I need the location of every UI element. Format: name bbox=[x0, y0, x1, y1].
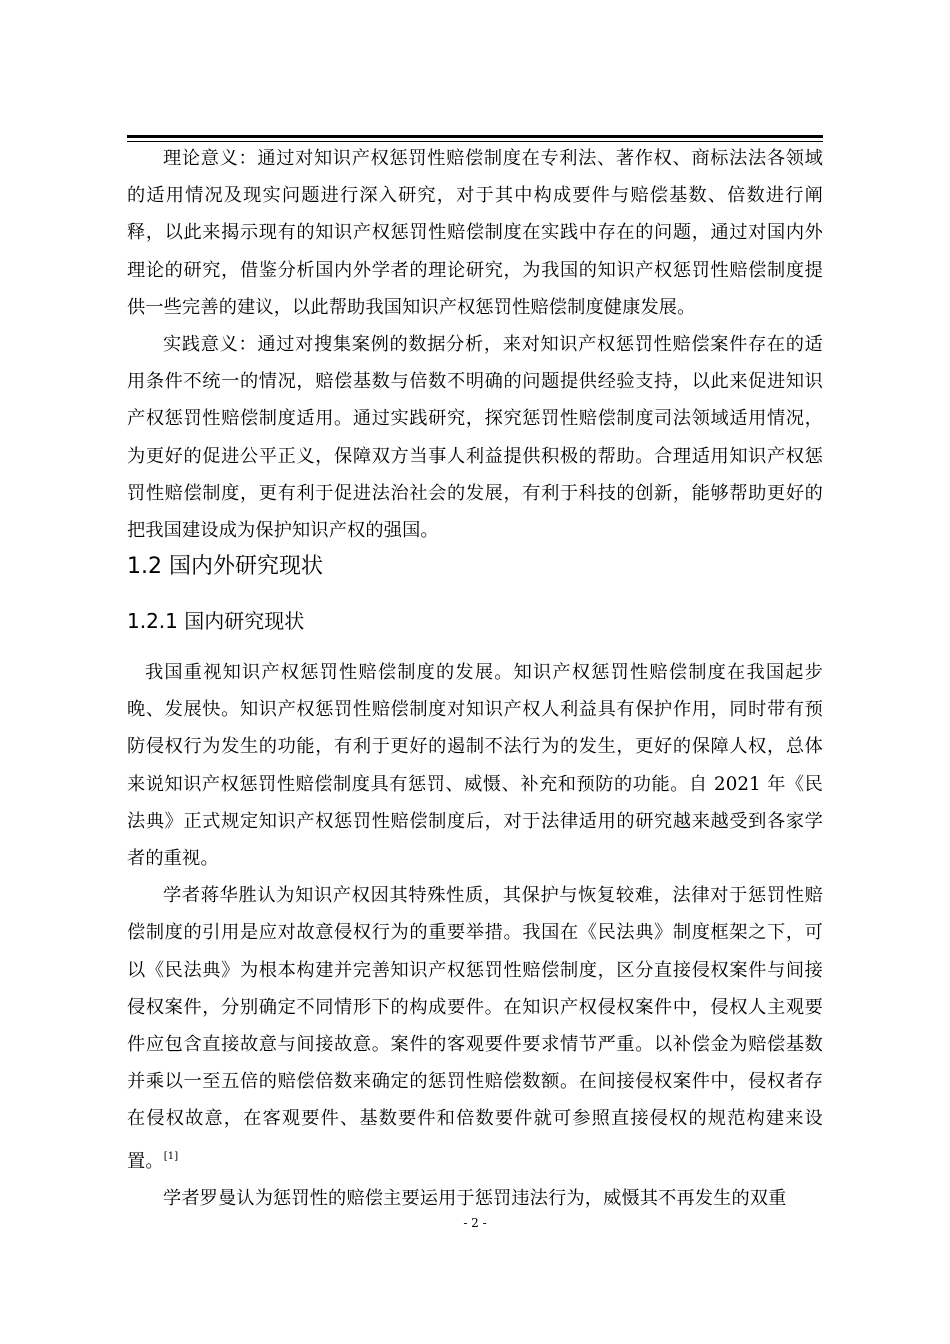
page-number: - 2 - bbox=[463, 1216, 487, 1230]
section-heading-1-2-1: 1.2.1 国内研究现状 bbox=[127, 609, 305, 633]
body-block-top bbox=[127, 140, 823, 549]
section-heading-1-2: 1.2 国内外研究现状 bbox=[127, 554, 323, 579]
body-block-bottom bbox=[127, 654, 823, 1217]
practice-significance-paragraph: 实践意义：通过对搜集案例的数据分析，来对知识产权惩罚性赔偿案件存在的适用条件不统一的情况，赔偿基数与倍数不明确的问题提供经验支持，以此来促进知识产权惩罚性赔偿制度适用。通过实践研究，探究惩罚性赔偿制度司法领域适用情况，为更好的促进公平正义，保障双方当事人利益提供积极的帮助。合理适用知识产权惩罚性赔偿制度，更有利于促进法治社会的发展，有利于科技的创新，能够帮助更好的把我国建设成为保护知识产权的强国。 bbox=[127, 334, 823, 542]
domestic-research-paragraph: 我国重视知识产权惩罚性赔偿制度的发展。知识产权惩罚性赔偿制度在我国起步晚、发展快。知识产权惩罚性赔偿制度对知识产权人利益具有保护作用，同时带有预防侵权行为发生的功能，有利于更好的遏制不法行为的发生，更好的保障人权，总体来说知识产权惩罚性赔偿制度具有惩罚、威慑、补充和预防的功能。自 2021 年《民法典》正式规定知识产权惩罚性赔偿制度后，对于法律适用的研究越来越受到各家学者的重视。 bbox=[127, 662, 823, 870]
header-rule-thick bbox=[127, 135, 823, 138]
citation-ref: [1] bbox=[163, 1150, 179, 1162]
jiang-paragraph bbox=[127, 877, 823, 1180]
luoman-paragraph: 学者罗曼认为惩罚性的赔偿主要运用于惩罚违法行为，威慑其不再发生的双重 bbox=[163, 1187, 787, 1209]
jiang-paragraph-text: 学者蒋华胜认为知识产权因其特殊性质，其保护与恢复较难，法律对于惩罚性赔偿制度的引用是应对故意侵权行为的重要举措。我国在《民法典》制度框架之下，可以《民法典》为根本构建并完善知识产权惩罚性赔偿制度，区分直接侵权案件与间接侵权案件，分别确定不同情形下的构成要件。在知识产权侵权案件中，侵权人主观要件应包含直接故意与间接故意。案件的客观要件要求情节严重。以补偿金为赔偿基数并乘以一至五倍的赔偿倍数来确定的惩罚性赔偿数额。在间接侵权案件中，侵权者存在侵权故意，在客观要件、基数要件和倍数要件就可参照直接侵权的规范构建来设置。 bbox=[127, 885, 823, 1172]
theory-significance-paragraph: 理论意义：通过对知识产权惩罚性赔偿制度在专利法、著作权、商标法法各领域的适用情况及现实问题进行深入研究，对于其中构成要件与赔偿基数、倍数进行阐释，以此来揭示现有的知识产权惩罚性赔偿制度在实践中存在的问题，通过对国内外理论的研究，借鉴分析国内外学者的理论研究，为我国的知识产权惩罚性赔偿制度提供一些完善的建议，以此帮助我国知识产权惩罚性赔偿制度健康发展。 bbox=[127, 148, 823, 318]
